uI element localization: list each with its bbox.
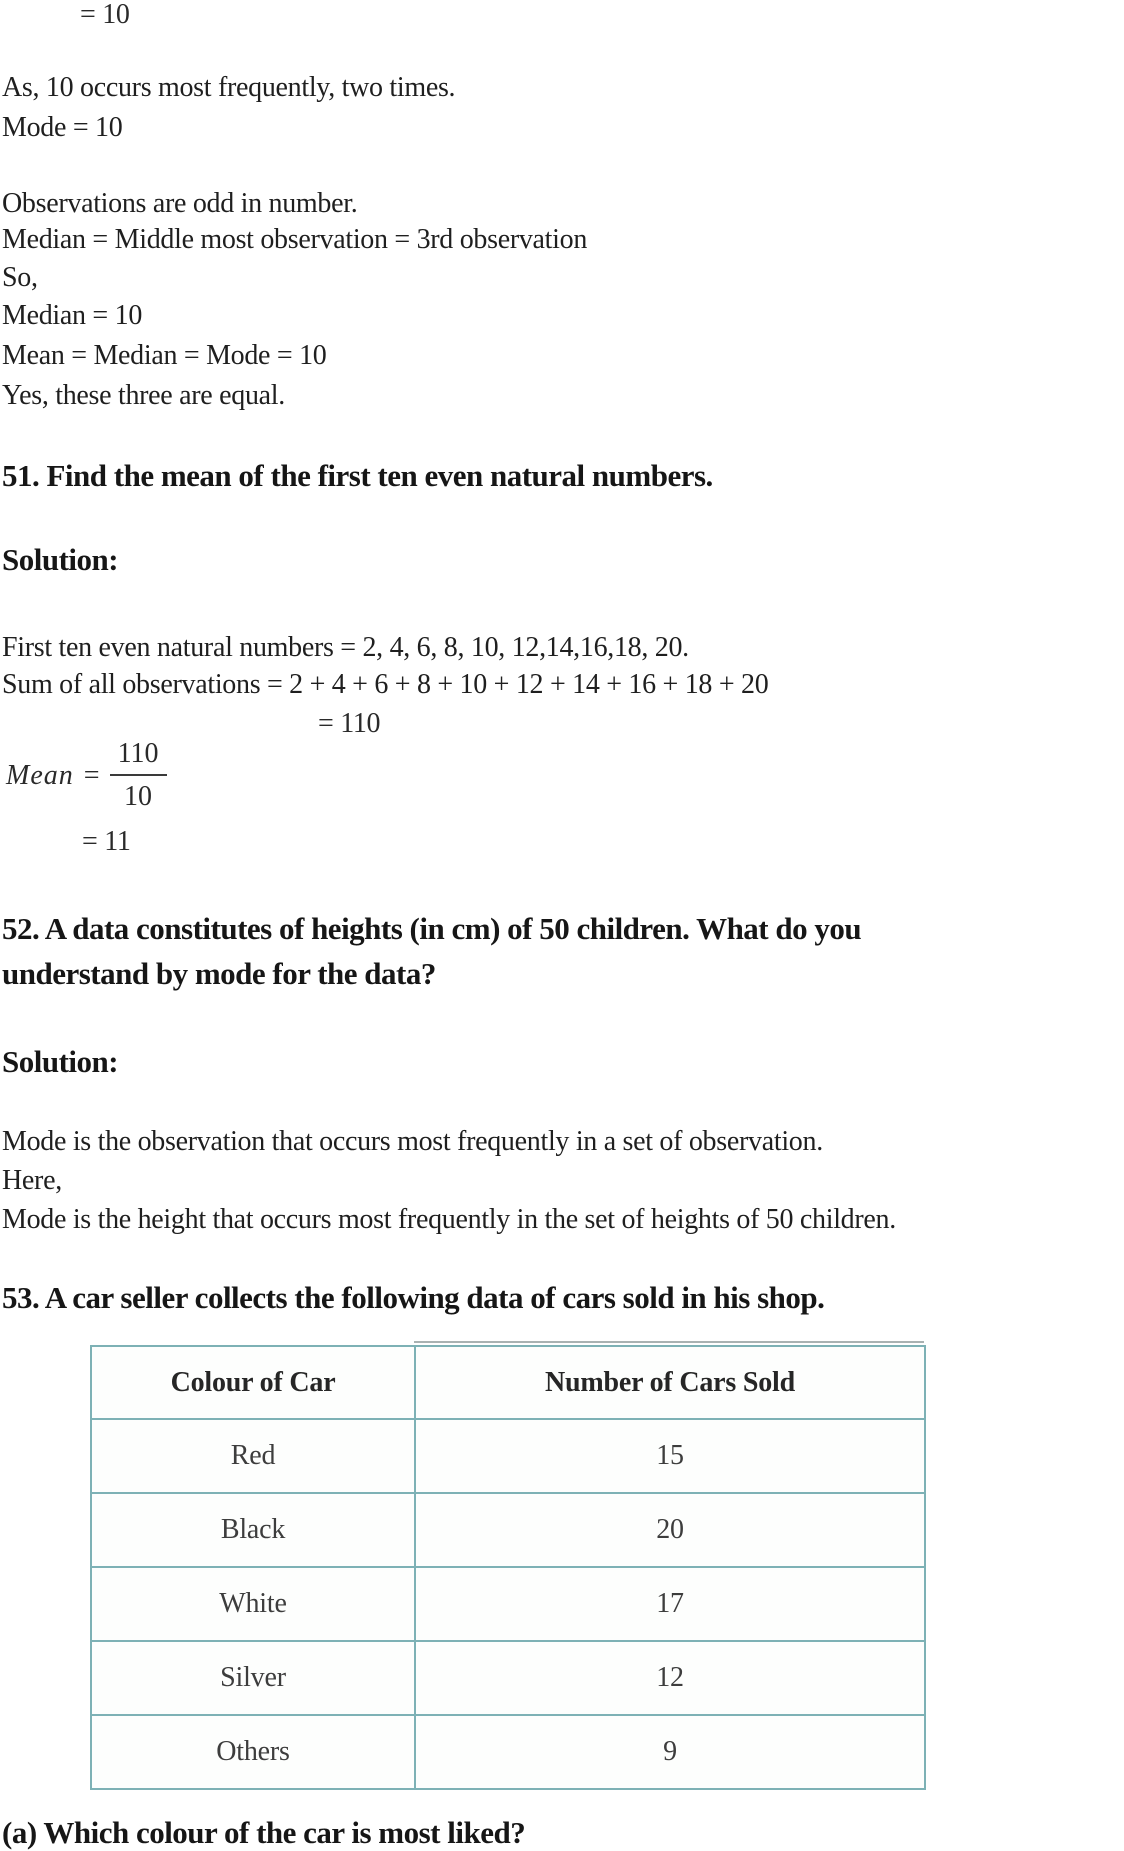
three-equal-line: Yes, these three are equal. bbox=[2, 380, 285, 411]
question-52-solution-label: Solution: bbox=[2, 1044, 119, 1079]
cell-colour: Red bbox=[91, 1419, 415, 1493]
mode-value-line: Mode = 10 bbox=[2, 112, 123, 143]
column-header-colour: Colour of Car bbox=[91, 1346, 415, 1419]
q52-mode-height-line: Mode is the height that occurs most frequently in the set of heights of 50 children. bbox=[2, 1204, 896, 1235]
median-definition-line: Median = Middle most observation = 3rd observation bbox=[2, 224, 588, 255]
question-51-solution-label: Solution: bbox=[2, 542, 119, 577]
cell-colour: Others bbox=[91, 1715, 415, 1789]
q51-mean-result-line: = 11 bbox=[82, 826, 131, 857]
question-52-heading-line2: understand by mode for the data? bbox=[2, 956, 436, 991]
fraction-denominator: 10 bbox=[124, 781, 153, 812]
column-header-number-sold: Number of Cars Sold bbox=[415, 1346, 925, 1419]
cell-count: 15 bbox=[415, 1419, 925, 1493]
cell-count: 9 bbox=[415, 1715, 925, 1789]
table-row bbox=[91, 1715, 925, 1789]
cell-colour: Black bbox=[91, 1493, 415, 1567]
mean-median-mode-line: Mean = Median = Mode = 10 bbox=[2, 340, 327, 371]
fraction-numerator: 110 bbox=[110, 737, 167, 776]
table-header-row bbox=[91, 1346, 925, 1419]
cell-count: 12 bbox=[415, 1641, 925, 1715]
so-line: So, bbox=[2, 262, 38, 293]
observations-odd-line: Observations are odd in number. bbox=[2, 188, 358, 219]
fraction bbox=[110, 737, 167, 814]
q52-here-line: Here, bbox=[2, 1165, 62, 1196]
q51-sum-line: Sum of all observations = 2 + 4 + 6 + 8 + 10 + 12 + 14 + 16 + 18 + 20 bbox=[2, 669, 769, 700]
cell-colour: White bbox=[91, 1567, 415, 1641]
median-value-line: Median = 10 bbox=[2, 300, 143, 331]
q51-mean-fraction bbox=[6, 737, 167, 814]
table-row bbox=[91, 1493, 925, 1567]
q52-mode-definition-line: Mode is the observation that occurs most frequently in a set of observation. bbox=[2, 1126, 823, 1157]
question-51-heading: 51. Find the mean of the first ten even natural numbers. bbox=[2, 458, 713, 493]
question-53-sub-a: (a) Which colour of the car is most liked? bbox=[2, 1815, 526, 1850]
equals-sign: = bbox=[83, 759, 100, 791]
carryover-result-line: = 10 bbox=[80, 0, 130, 30]
cell-colour: Silver bbox=[91, 1641, 415, 1715]
question-53-heading: 53. A car seller collects the following data of cars sold in his shop. bbox=[2, 1280, 825, 1315]
table-row bbox=[91, 1641, 925, 1715]
cars-sold-table bbox=[90, 1345, 926, 1790]
mode-frequency-line: As, 10 occurs most frequently, two times. bbox=[2, 72, 456, 103]
q51-sum-result-line: = 110 bbox=[318, 708, 381, 739]
scan-artifact-line bbox=[414, 1341, 924, 1343]
cell-count: 20 bbox=[415, 1493, 925, 1567]
q51-even-numbers-line: First ten even natural numbers = 2, 4, 6, 8, 10, 12,14,16,18, 20. bbox=[2, 632, 689, 663]
table-row bbox=[91, 1419, 925, 1493]
question-52-heading-line1: 52. A data constitutes of heights (in cm) of 50 children. What do you bbox=[2, 911, 862, 946]
mean-word: Mean bbox=[6, 759, 74, 791]
table-row bbox=[91, 1567, 925, 1641]
cell-count: 17 bbox=[415, 1567, 925, 1641]
